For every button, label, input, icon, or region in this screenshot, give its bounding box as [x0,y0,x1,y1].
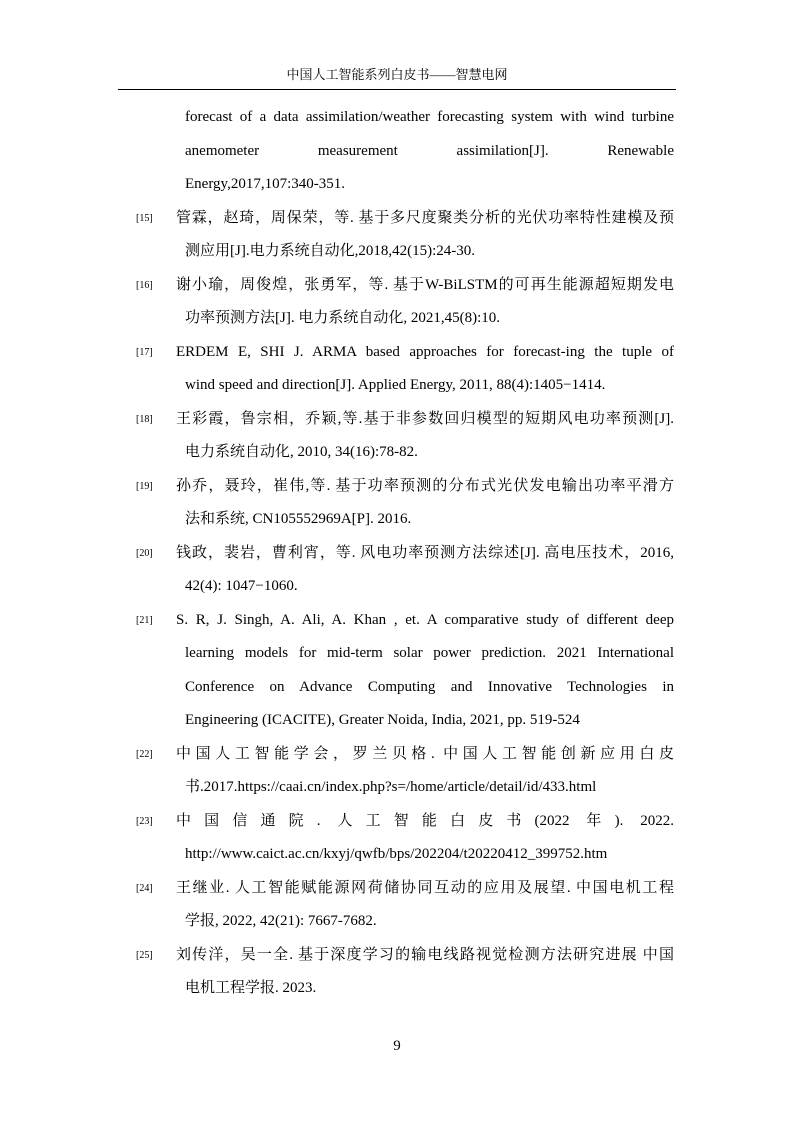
reference-number: [25] [136,949,153,961]
reference-line: Engineering (ICACITE), Greater Noida, India, 2021, pp. 519-524 [185,712,580,728]
reference-line: 中国人工智能学会，罗兰贝格. 中国人工智能创新应用白皮 [176,745,674,762]
reference-text [176,101,674,202]
reference-item [0,939,794,1006]
reference-line: 刘传洋，吴一全. 基于深度学习的输电线路视觉检测方法研究进展 中国 [176,946,674,963]
reference-text [176,403,674,470]
reference-line: forecast of a data assimilation/weather forecasting system with wind turbine [185,109,674,125]
reference-number: [24] [136,882,153,894]
reference-item [0,202,794,269]
reference-line: 管霖，赵琦，周保荣，等. 基于多尺度聚类分析的光伏功率特性建模及预 [176,209,674,226]
reference-line: anemometer measurement assimilation[J]. Renewable [185,142,674,159]
reference-text [176,872,674,939]
reference-line: 电机工程学报. 2023. [185,980,317,996]
reference-number: [16] [136,279,153,291]
reference-line: 功率预测方法[J]. 电力系统自动化, 2021,45(8):10. [185,310,500,326]
reference-line: ERDEM E, SHI J. ARMA based approaches for forecast-ing the tuple of [176,343,674,360]
reference-item [0,872,794,939]
reference-line: learning models for mid-term solar power prediction. 2021 International [185,645,674,661]
reference-text [176,202,674,269]
reference-line: 测应用[J].电力系统自动化,2018,42(15):24-30. [185,243,475,259]
reference-item [0,336,794,403]
reference-text [176,939,674,1006]
reference-item [0,805,794,872]
page-number: 9 [393,1038,401,1054]
reference-text [176,470,674,537]
reference-line: S. R, J. Singh, A. Ali, A. Khan , et. A comparative study of different deep [176,611,674,628]
reference-line: Conference on Advance Computing and Innovative Technologies in [185,678,674,695]
reference-line: 书.2017.https://caai.cn/index.php?s=/home/article/detail/id/433.html [185,779,597,795]
reference-number: [21] [136,614,153,626]
reference-item [0,604,794,738]
reference-item [0,101,794,202]
reference-item [0,470,794,537]
header-rule [118,89,676,90]
reference-line: 谢小瑜，周俊煌，张勇军，等. 基于W-BiLSTM的可再生能源超短期发电 [176,276,674,293]
reference-line: 中国信通院. 人工智能白皮书(2022 年). 2022. [176,812,674,829]
reference-item [0,269,794,336]
reference-number: [22] [136,748,153,760]
reference-line: Energy,2017,107:340-351. [185,176,345,192]
reference-number: [15] [136,212,153,224]
reference-line: 电力系统自动化, 2010, 34(16):78-82. [185,444,418,460]
reference-text [176,336,674,403]
reference-text [176,604,674,738]
reference-line: 法和系统, CN105552969A[P]. 2016. [185,511,412,527]
reference-line: wind speed and direction[J]. Applied Energy, 2011, 88(4):1405−1414. [185,377,606,393]
reference-number: [19] [136,480,153,492]
reference-text [176,738,674,805]
reference-line: 孙乔，聂玲，崔伟,等. 基于功率预测的分布式光伏发电输出功率平滑方 [176,477,674,494]
reference-text [176,537,674,604]
running-header: 中国人工智能系列白皮书——智慧电网 [286,67,508,82]
reference-line: 王彩霞，鲁宗相，乔颖,等.基于非参数回归模型的短期风电功率预测[J]. [176,410,674,427]
reference-list [0,101,794,1006]
reference-number: [23] [136,815,153,827]
reference-line: 42(4): 1047−1060. [185,578,298,594]
reference-item [0,738,794,805]
reference-line: http://www.caict.ac.cn/kxyj/qwfb/bps/202204/t20220412_399752.htm [185,846,608,862]
reference-item [0,403,794,470]
reference-number: [18] [136,413,153,425]
reference-number: [20] [136,547,153,559]
reference-line: 钱政，裴岩，曹利宵，等. 风电功率预测方法综述[J]. 高电压技术，2016, [176,544,674,561]
reference-line: 王继业. 人工智能赋能源网荷储协同互动的应用及展望. 中国电机工程 [176,879,674,896]
reference-line: 学报, 2022, 42(21): 7667-7682. [185,913,377,929]
reference-item [0,537,794,604]
reference-text [176,805,674,872]
reference-text [176,269,674,336]
reference-number: [17] [136,346,153,358]
